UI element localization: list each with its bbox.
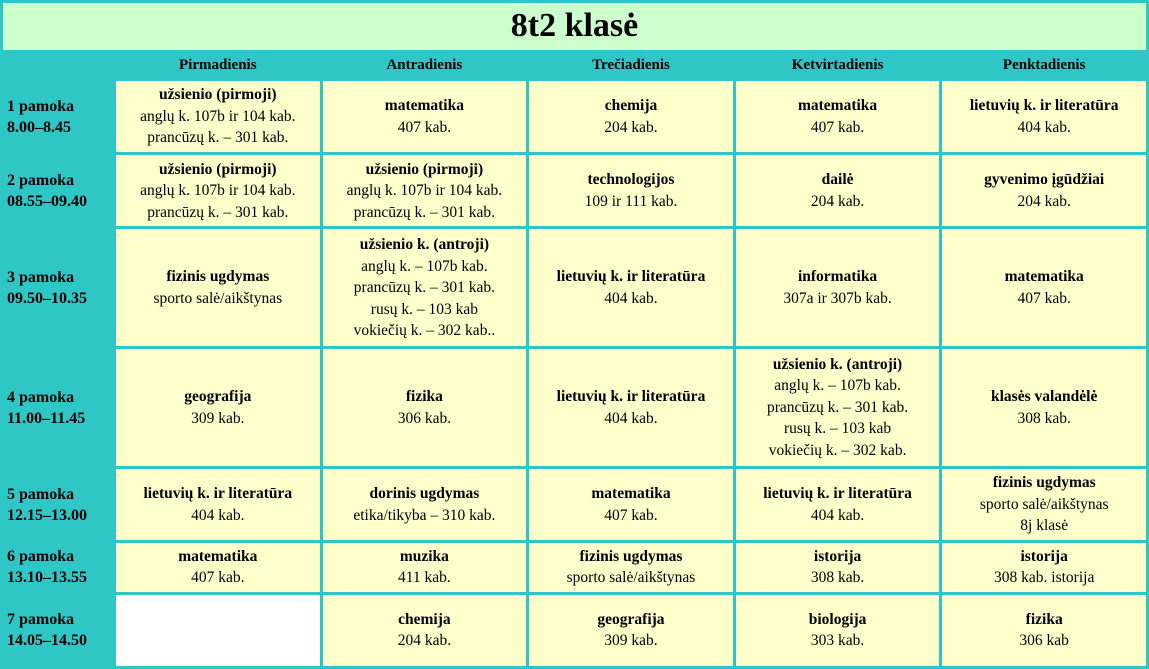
lesson-cell [529, 155, 733, 226]
lesson-cell [736, 595, 940, 666]
period-label: 4 pamoka [7, 388, 75, 406]
lesson-subject: matematika [797, 97, 878, 115]
lesson-subject: geografija [597, 610, 665, 628]
period-header [3, 229, 113, 346]
lesson-room: 308 kab. [1017, 409, 1071, 427]
period-time: 8.00–8.45 [7, 118, 71, 136]
lesson-room: etika/tikyba – 310 kab. [353, 506, 496, 524]
lesson-room: sporto salė/aikštynas [979, 495, 1109, 513]
lesson-subject: chemija [604, 97, 658, 115]
lesson-cell [323, 81, 527, 152]
lesson-room: 308 kab. [810, 569, 865, 587]
day-header-mon: Pirmadienis [116, 53, 320, 78]
lesson-cell [529, 595, 733, 666]
lesson-subject: fizinis ugdymas [992, 474, 1096, 492]
lesson-subject: lietuvių k. ir literatūra [969, 97, 1119, 115]
period-label: 7 pamoka [7, 611, 75, 629]
lesson-room: 306 kab. [397, 409, 452, 427]
lesson-cell [116, 543, 320, 592]
day-header-thu: Ketvirtadienis [736, 53, 940, 78]
lesson-cell [323, 349, 527, 466]
lesson-subject: chemija [398, 610, 451, 628]
lesson-subject: fizinis ugdymas [166, 268, 270, 286]
period-header [3, 469, 113, 540]
lesson-room: 309 kab. [604, 632, 658, 650]
lesson-cell [323, 543, 527, 592]
lesson-subject: užsienio (pirmoji) [159, 160, 277, 178]
period-label: 5 pamoka [7, 485, 75, 503]
corner-cell [3, 53, 113, 78]
lesson-room: 404 kab. [604, 289, 658, 307]
lesson-cell [942, 229, 1146, 346]
lesson-cell [942, 155, 1146, 226]
lesson-cell [323, 595, 527, 666]
lesson-cell [736, 81, 940, 152]
lesson-cell [116, 595, 320, 666]
lesson-cell [529, 81, 733, 152]
period-time: 13.10–13.55 [7, 569, 87, 587]
lesson-room: anglų k. – 107b kab. [361, 257, 488, 275]
lesson-cell [116, 81, 320, 152]
lesson-subject: užsienio k. (antroji) [359, 236, 490, 253]
lesson-room: sporto salė/aikštynas [566, 569, 696, 587]
lesson-subject: matematika [384, 97, 464, 115]
lesson-room: 204 kab. [397, 632, 452, 650]
period-row [3, 349, 1146, 466]
lesson-subject: gyvenimo įgūdžiai [984, 171, 1105, 189]
lesson-cell [942, 469, 1146, 540]
lesson-room: 309 kab. [191, 409, 245, 427]
lesson-room: rusų k. – 103 kab [370, 300, 478, 318]
lesson-room: 411 kab. [397, 569, 451, 587]
lesson-room: 204 kab. [1017, 192, 1071, 210]
lesson-subject: matematika [591, 485, 671, 503]
lesson-room: 306 kab [1019, 632, 1069, 650]
lesson-room: prancūzų k. – 301 kab. [766, 398, 909, 416]
lesson-cell [116, 349, 320, 466]
period-header [3, 595, 113, 666]
lesson-cell [736, 349, 940, 466]
period-label: 2 pamoka [7, 171, 75, 189]
period-time: 12.15–13.00 [7, 506, 87, 524]
period-row [3, 229, 1146, 346]
period-header [3, 81, 113, 152]
lesson-room: 404 kab. [810, 506, 865, 524]
day-header-tue: Antradienis [323, 53, 527, 78]
lesson-subject: fizika [405, 388, 443, 406]
lesson-cell [529, 229, 733, 346]
period-time: 08.55–09.40 [7, 192, 87, 210]
lesson-subject: užsienio (pirmoji) [159, 86, 277, 104]
lesson-subject: lietuvių k. ir literatūra [143, 485, 293, 503]
lesson-room: 204 kab. [604, 118, 658, 136]
period-row [3, 543, 1146, 592]
day-header-row [3, 53, 1146, 78]
period-row [3, 155, 1146, 226]
lesson-cell [942, 543, 1146, 592]
period-label: 1 pamoka [7, 97, 75, 115]
lesson-cell [942, 595, 1146, 666]
lesson-cell [116, 155, 320, 226]
lesson-subject: matematika [178, 547, 258, 565]
lesson-room: prancūzų k. – 301 kab. [353, 203, 495, 221]
lesson-cell [736, 469, 940, 540]
lesson-subject: lietuvių k. ir literatūra [556, 388, 706, 406]
day-header-wed: Trečiadienis [529, 53, 733, 78]
lesson-room: 407 kab. [604, 506, 658, 524]
lesson-subject: užsienio (pirmoji) [365, 160, 484, 178]
lesson-room: 8j klasė [1020, 517, 1069, 535]
period-row [3, 595, 1146, 666]
period-label: 6 pamoka [7, 548, 75, 566]
period-row [3, 81, 1146, 152]
lesson-room: vokiečių k. – 302 kab.. [353, 322, 496, 339]
lesson-room: 109 ir 111 kab. [584, 192, 678, 210]
lesson-subject: lietuvių k. ir literatūra [556, 268, 706, 286]
lesson-subject: istorija [813, 547, 862, 565]
lesson-room: anglų k. 107b ir 104 kab. [140, 182, 296, 200]
lesson-room: anglų k. – 107b kab. [774, 377, 901, 395]
lesson-room: 404 kab. [604, 409, 658, 427]
lesson-cell [529, 349, 733, 466]
lesson-room: 407 kab. [191, 569, 245, 587]
lesson-cell [116, 229, 320, 346]
lesson-cell [323, 229, 527, 346]
lesson-cell [529, 469, 733, 540]
lesson-room: vokiečių k. – 302 kab. [768, 441, 907, 459]
lesson-room: 308 kab. istorija [994, 569, 1095, 587]
lesson-room: 407 kab. [810, 118, 865, 136]
lesson-cell [736, 229, 940, 346]
lesson-subject: informatika [797, 268, 878, 286]
period-header [3, 155, 113, 226]
lesson-subject: dorinis ugdymas [369, 485, 480, 503]
lesson-subject: klasės valandėlė [991, 388, 1098, 406]
lesson-room: 407 kab. [1017, 289, 1071, 307]
lesson-room: prancūzų k. – 301 kab. [147, 203, 289, 221]
period-label: 3 pamoka [7, 268, 75, 286]
period-time: 14.05–14.50 [7, 632, 87, 650]
lesson-room: 204 kab. [810, 192, 865, 210]
lesson-cell [116, 469, 320, 540]
lesson-subject: biologija [808, 610, 867, 628]
lesson-cell [942, 349, 1146, 466]
lesson-subject: užsienio k. (antroji) [772, 355, 903, 373]
lesson-subject: muzika [399, 547, 449, 565]
period-header [3, 543, 113, 592]
lesson-subject: istorija [1020, 547, 1068, 565]
lesson-room: rusų k. – 103 kab [783, 420, 892, 438]
lesson-subject: fizinis ugdymas [579, 547, 683, 565]
lesson-room: 407 kab. [397, 118, 452, 136]
lesson-cell [942, 81, 1146, 152]
lesson-subject: technologijos [587, 171, 675, 189]
lesson-subject: dailė [821, 171, 854, 189]
lesson-room: sporto salė/aikštynas [153, 289, 283, 307]
lesson-cell [736, 543, 940, 592]
lesson-room: prancūzų k. – 301 kab. [353, 279, 495, 296]
lesson-cell [736, 155, 940, 226]
lesson-subject: fizika [1025, 610, 1063, 628]
lesson-room: 307a ir 307b kab. [783, 289, 892, 307]
lesson-room: 303 kab. [810, 632, 865, 650]
day-header-fri: Penktadienis [942, 53, 1146, 78]
period-time: 09.50–10.35 [7, 289, 87, 307]
page-title: 8t2 klasė [3, 3, 1146, 50]
lesson-cell [323, 155, 527, 226]
lesson-cell [529, 543, 733, 592]
lesson-room: 404 kab. [1017, 118, 1071, 136]
lesson-room: anglų k. 107b ir 104 kab. [346, 182, 503, 200]
lesson-cell [323, 469, 527, 540]
period-row [3, 469, 1146, 540]
lesson-room: anglų k. 107b ir 104 kab. [140, 107, 296, 125]
period-header [3, 349, 113, 466]
lesson-room: prancūzų k. – 301 kab. [147, 129, 289, 147]
lesson-subject: matematika [1004, 268, 1084, 286]
period-time: 11.00–11.45 [7, 409, 86, 427]
lesson-room: 404 kab. [191, 506, 245, 524]
lesson-subject: geografija [184, 388, 252, 406]
lesson-subject: lietuvių k. ir literatūra [763, 485, 912, 503]
